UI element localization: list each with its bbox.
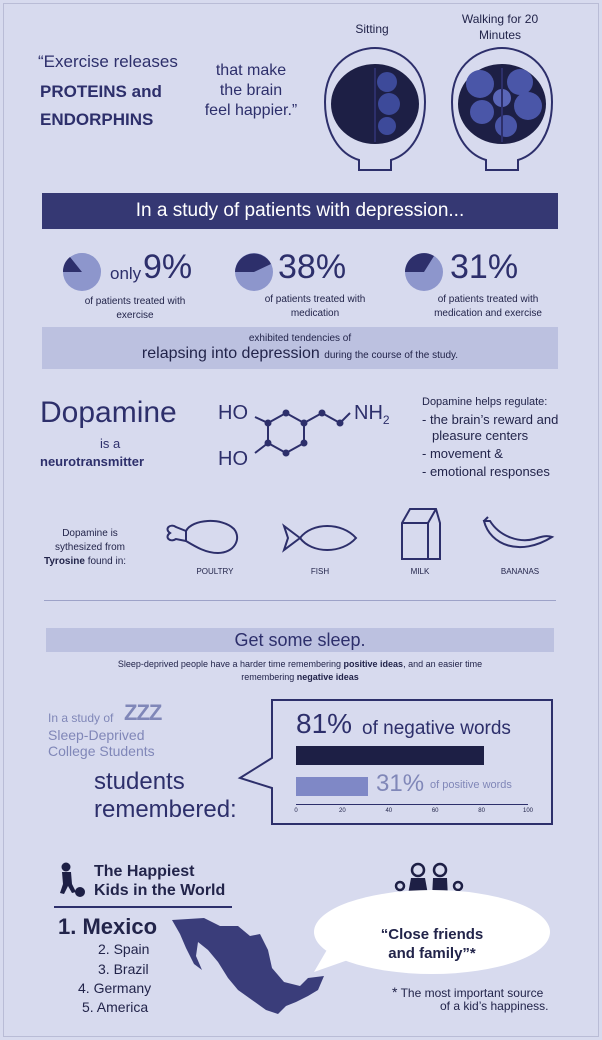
regulate-item-4: - emotional responses — [422, 464, 550, 479]
regulate-title: Dopamine helps regulate: — [422, 396, 548, 408]
relapse-band — [42, 327, 558, 369]
note-star: * — [392, 984, 398, 1000]
quote-strong2: ENDORPHINS — [40, 110, 154, 129]
sleep-desc-line2 — [40, 672, 560, 682]
remembered-line2: remembered: — [94, 796, 237, 823]
axis-tick-label: 80 — [478, 808, 485, 814]
dopamine-isa: is a — [100, 436, 121, 451]
regulate-item-1: - the brain’s reward and — [422, 412, 559, 427]
study-title: In a study of patients with depression... — [42, 193, 558, 229]
synth-line3 — [44, 556, 126, 567]
brain-label-walking-2: Minutes — [478, 28, 522, 42]
axis-tick-label: 40 — [385, 808, 393, 814]
dopamine-neuro: neurotransmitter — [40, 454, 145, 469]
bubble-star: * — [469, 945, 476, 962]
regulate-item-2: pleasure centers — [432, 428, 529, 443]
bar-axis-line — [296, 804, 528, 805]
relapse-band-big: relapsing into depression — [141, 345, 320, 362]
sleep-study-1: In a study of — [48, 711, 114, 725]
axis-tick-label: 100 — [522, 808, 533, 814]
stat-combined-value: 31% — [450, 248, 519, 286]
brain-walking-icon — [442, 42, 562, 174]
happy-title-1: The Happiest — [94, 863, 195, 880]
food-label-bananas: BANANAS — [500, 567, 540, 576]
quote-strong1: PROTEINS and — [40, 82, 162, 101]
pie-exercise-icon — [62, 252, 102, 292]
rank-5: 5. America — [82, 999, 149, 1015]
section-divider — [44, 600, 556, 601]
bubble-line2-text: and family” — [388, 945, 470, 962]
molecule-ho2: HO — [218, 448, 248, 470]
food-label-poultry: POULTRY — [196, 567, 234, 576]
stat-exercise-desc2: exercise — [116, 310, 154, 321]
rank-4: 4. Germany — [78, 980, 152, 996]
molecule-ho1: HO — [218, 402, 248, 424]
sleep-desc-1b: positive ideas — [343, 659, 404, 669]
molecule-nh-text: NH — [354, 402, 383, 424]
sleep-desc-1a: Sleep-deprived people have a harder time remembering — [117, 659, 344, 669]
rank-2: 2. Spain — [98, 941, 150, 957]
relapse-band-top: exhibited tendencies of — [248, 333, 352, 344]
pie-combined-icon — [404, 252, 444, 292]
happy-divider — [54, 906, 232, 908]
sleep-study-2: Sleep-Deprived — [48, 727, 145, 743]
rank-3: 3. Brazil — [98, 961, 149, 977]
molecule-nh2: $NH_2$ — [354, 402, 390, 427]
synth-line1: Dopamine is — [62, 528, 118, 539]
synth-found: found in: — [87, 556, 127, 567]
note-line1 — [392, 984, 543, 1000]
remembered-line1: students — [94, 768, 185, 795]
happy-title-2: Kids in the World — [94, 882, 226, 899]
regulate-item-3: - movement & — [422, 446, 503, 461]
fish-icon — [282, 520, 358, 556]
sleep-desc-line1 — [40, 659, 560, 669]
dopamine-title: Dopamine — [40, 396, 177, 429]
brain-sitting-icon — [315, 42, 435, 174]
bubble-line1: “Close friends — [380, 926, 484, 943]
sleep-desc-1c: , and an easier time — [403, 659, 483, 669]
bubble-line2 — [340, 945, 524, 962]
quote-line1: “Exercise releases — [38, 52, 178, 71]
rank-first: 1. Mexico — [58, 914, 158, 939]
quote-right1: that make — [215, 62, 287, 79]
relapse-band-rest: during the course of the study. — [324, 350, 459, 361]
sleep-title: Get some sleep. — [46, 628, 554, 652]
pos-label: of positive words — [430, 779, 512, 791]
neg-words-bar — [296, 746, 484, 765]
neg-value: 81% — [296, 708, 353, 739]
quote-right3: feel happier.” — [204, 102, 298, 119]
pos-words-bar — [296, 777, 368, 796]
note-line2: of a kid’s happiness. — [440, 999, 549, 1013]
pos-value: 31% — [376, 770, 425, 797]
brain-label-walking-1: Walking for 20 — [461, 12, 539, 26]
stat-medication-desc1: of patients treated with — [264, 294, 366, 305]
pie-medication-icon — [234, 252, 274, 292]
sleep-desc-2a: remembering — [241, 672, 297, 682]
stat-medication-value: 38% — [278, 248, 347, 286]
dopamine-molecule-icon — [250, 405, 360, 465]
mexico-map-icon — [168, 916, 336, 1020]
axis-tick-label: 0 — [294, 808, 298, 814]
synth-line2: sythesized from — [54, 542, 126, 553]
axis-tick-label: 20 — [339, 808, 346, 814]
stat-exercise-value: 9% — [143, 248, 193, 286]
quote-right2: the brain — [219, 82, 283, 99]
sleep-study-3: College Students — [48, 743, 155, 759]
stat-exercise-prefix: only — [110, 264, 142, 283]
brain-label-sitting: Sitting — [355, 22, 389, 36]
stat-exercise-desc1: of patients treated with — [84, 296, 186, 307]
food-label-fish: FISH — [310, 567, 330, 576]
zzz-icon: ZZZ — [124, 700, 162, 725]
stat-combined-desc2: medication and exercise — [434, 308, 542, 319]
food-label-milk: MILK — [410, 567, 430, 576]
banana-icon — [480, 515, 556, 555]
stat-medication-desc2: medication — [290, 308, 340, 319]
stat-combined-desc1: of patients treated with — [437, 294, 539, 305]
neg-label: of negative words — [362, 718, 511, 739]
sleep-desc-2b: negative ideas — [296, 672, 359, 682]
poultry-icon — [162, 515, 242, 557]
milk-icon — [398, 505, 442, 561]
note-text-1: The most important source — [400, 986, 544, 1000]
axis-tick-label: 60 — [431, 808, 439, 814]
synth-tyrosine: Tyrosine — [44, 556, 85, 567]
soccer-kid-icon — [56, 862, 86, 898]
